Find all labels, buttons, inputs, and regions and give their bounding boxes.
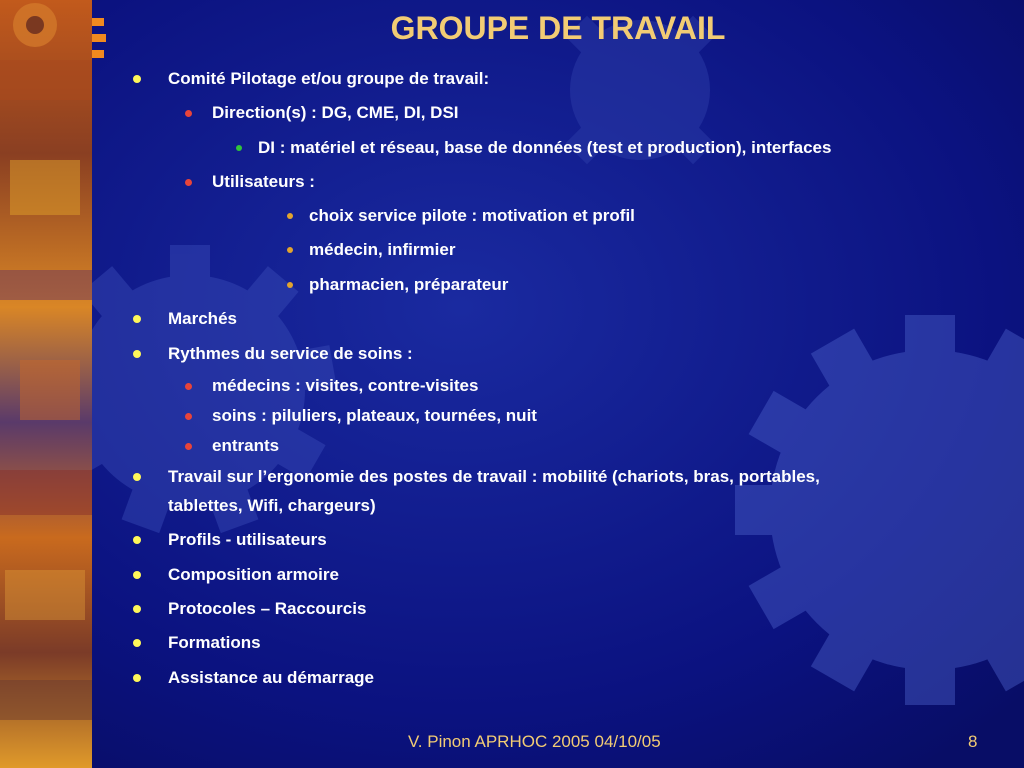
bullet-icon [133, 674, 141, 682]
bullet-icon [133, 536, 141, 544]
bullet-icon [287, 213, 293, 219]
list-item [168, 663, 374, 693]
list-item-continuation [168, 491, 376, 521]
list-item [168, 462, 820, 492]
list-item-text: Protocoles – Raccourcis [168, 599, 367, 618]
list-item-text: Marchés [168, 309, 237, 328]
list-item [168, 594, 366, 624]
list-item-text: Rythmes du service de soins : [168, 344, 413, 363]
bullet-icon [287, 247, 293, 253]
list-item-text: Travail sur l’ergonomie des postes de travail : mobilité (chariots, bras, portables, [168, 467, 820, 486]
bullet-icon [287, 282, 293, 288]
list-item-text: Profils - utilisateurs [168, 530, 327, 549]
bullet-icon [133, 639, 141, 647]
list-item-text: médecins : visites, contre-visites [212, 376, 479, 395]
bullet-icon [185, 179, 192, 186]
list-item [212, 401, 537, 431]
list-item [258, 133, 831, 163]
list-item-text: Assistance au démarrage [168, 668, 374, 687]
bullet-icon [133, 571, 141, 579]
list-item-text: entrants [212, 436, 280, 455]
list-item-text: DI : matériel et réseau, base de données (test et production), interfaces [258, 138, 832, 157]
list-item-text: soins : piluliers, plateaux, tournées, nuit [212, 406, 537, 425]
footer-text: V. Pinon APRHOC 2005 04/10/05 [408, 732, 661, 751]
list-item [168, 339, 413, 369]
list-item [309, 235, 455, 265]
list-item-text: choix service pilote : motivation et profil [309, 206, 635, 225]
bullet-icon [133, 75, 141, 83]
slide-title: GROUPE DE TRAVAIL [390, 10, 726, 46]
list-item [168, 304, 237, 334]
list-item-text: Comité Pilotage et/ou groupe de travail: [168, 69, 490, 88]
list-item [168, 628, 261, 658]
list-item [212, 167, 315, 197]
list-item-text: pharmacien, préparateur [309, 275, 509, 294]
list-item [168, 525, 327, 555]
list-item-text: médecin, infirmier [309, 240, 456, 259]
bullet-icon [133, 350, 141, 358]
list-item [212, 98, 459, 128]
left-decorative-strip [0, 0, 92, 768]
bullet-icon [133, 605, 141, 613]
list-item-text: Composition armoire [168, 565, 339, 584]
list-item [212, 371, 478, 401]
bullet-icon [185, 383, 192, 390]
list-item-text: Formations [168, 633, 261, 652]
bullet-icon [133, 473, 141, 481]
bullet-icon [133, 315, 141, 323]
list-item [309, 201, 635, 231]
bullet-icon [236, 145, 242, 151]
list-item-text: Utilisateurs : [212, 172, 315, 191]
bullet-icon [185, 413, 192, 420]
bullet-icon [185, 443, 192, 450]
bullet-icon [185, 110, 192, 117]
list-item [168, 64, 489, 94]
list-item-text: Direction(s) : DG, CME, DI, DSI [212, 103, 459, 122]
list-item-text: tablettes, Wifi, chargeurs) [168, 496, 376, 515]
list-item [309, 270, 508, 300]
list-item [168, 560, 339, 590]
page-number: 8 [968, 732, 978, 751]
list-item [212, 431, 279, 461]
